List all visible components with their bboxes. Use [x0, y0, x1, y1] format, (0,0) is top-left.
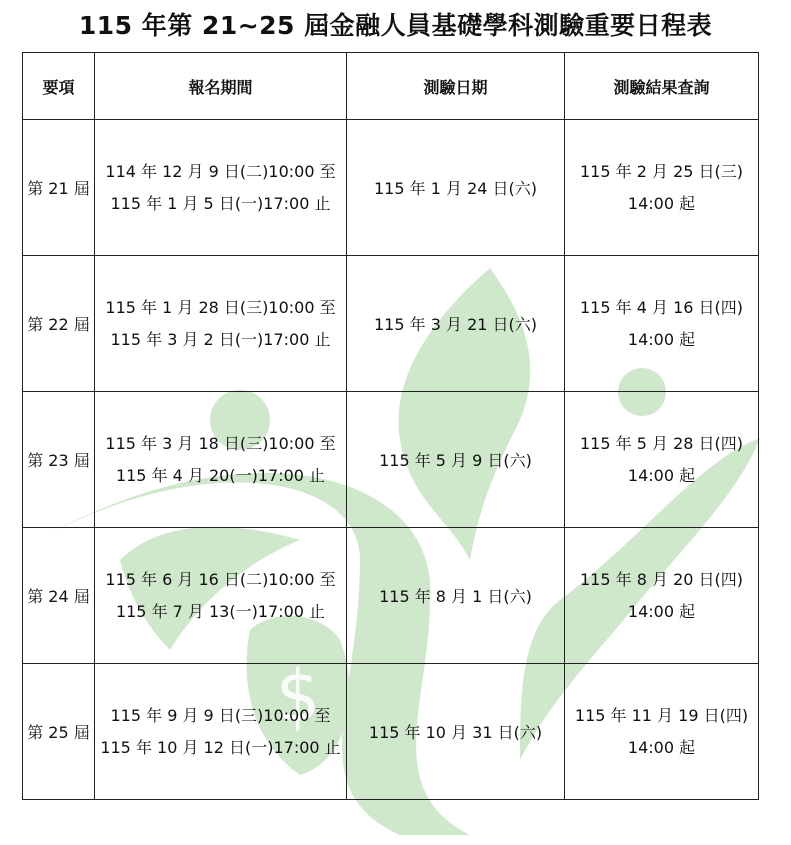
- result-cell: [565, 528, 759, 664]
- result-cell: [565, 392, 759, 528]
- registration-start: 115 年 3 月 18 日(三)10:00 至: [105, 433, 336, 453]
- exam-date-cell: 115 年 3 月 21 日(六): [347, 256, 565, 392]
- result-time: 14:00 起: [627, 465, 696, 485]
- schedule-table: [22, 52, 759, 800]
- registration-cell: [95, 392, 347, 528]
- registration-start: 114 年 12 月 9 日(二)10:00 至: [105, 161, 336, 181]
- result-cell: [565, 664, 759, 800]
- result-cell: [565, 120, 759, 256]
- result-date: 115 年 8 月 20 日(四): [580, 569, 743, 589]
- registration-end: 115 年 3 月 2 日(一)17:00 止: [110, 329, 331, 349]
- result-date: 115 年 5 月 28 日(四): [580, 433, 743, 453]
- exam-date-cell: 115 年 10 月 31 日(六): [347, 664, 565, 800]
- result-time: 14:00 起: [627, 193, 696, 213]
- term-cell: 第 24 屆: [23, 528, 95, 664]
- registration-start: 115 年 1 月 28 日(三)10:00 至: [105, 297, 336, 317]
- registration-cell: [95, 120, 347, 256]
- result-time: 14:00 起: [627, 329, 696, 349]
- registration-start: 115 年 9 月 9 日(三)10:00 至: [110, 705, 331, 725]
- registration-end: 115 年 4 月 20(一)17:00 止: [115, 465, 326, 485]
- table-row: [23, 392, 759, 528]
- term-cell: 第 21 屆: [23, 120, 95, 256]
- result-date: 115 年 11 月 19 日(四): [574, 705, 749, 725]
- term-cell: 第 25 屆: [23, 664, 95, 800]
- exam-date-cell: 115 年 5 月 9 日(六): [347, 392, 565, 528]
- header-result-query: 測驗結果查詢: [565, 53, 759, 120]
- header-registration: 報名期間: [95, 53, 347, 120]
- table-header-row: [23, 53, 759, 120]
- result-cell: [565, 256, 759, 392]
- result-date: 115 年 4 月 16 日(四): [580, 297, 743, 317]
- page-title: 115 年第 21~25 屆金融人員基礎學科測驗重要日程表: [78, 11, 713, 40]
- svg-text:$: $: [275, 655, 321, 737]
- registration-end: 115 年 10 月 12 日(一)17:00 止: [100, 737, 341, 757]
- exam-date-cell: 115 年 8 月 1 日(六): [347, 528, 565, 664]
- registration-end: 115 年 7 月 13(一)17:00 止: [115, 601, 326, 621]
- header-item: 要項: [23, 53, 95, 120]
- header-exam-date: 測驗日期: [347, 53, 565, 120]
- exam-date-cell: 115 年 1 月 24 日(六): [347, 120, 565, 256]
- table-row: [23, 120, 759, 256]
- registration-end: 115 年 1 月 5 日(一)17:00 止: [110, 193, 331, 213]
- result-time: 14:00 起: [627, 601, 696, 621]
- table-row: [23, 528, 759, 664]
- term-cell: 第 22 屆: [23, 256, 95, 392]
- table-row: [23, 664, 759, 800]
- table-row: [23, 256, 759, 392]
- result-date: 115 年 2 月 25 日(三): [580, 161, 743, 181]
- registration-cell: [95, 528, 347, 664]
- term-cell: 第 23 屆: [23, 392, 95, 528]
- registration-start: 115 年 6 月 16 日(二)10:00 至: [105, 569, 336, 589]
- registration-cell: [95, 256, 347, 392]
- result-time: 14:00 起: [627, 737, 696, 757]
- registration-cell: [95, 664, 347, 800]
